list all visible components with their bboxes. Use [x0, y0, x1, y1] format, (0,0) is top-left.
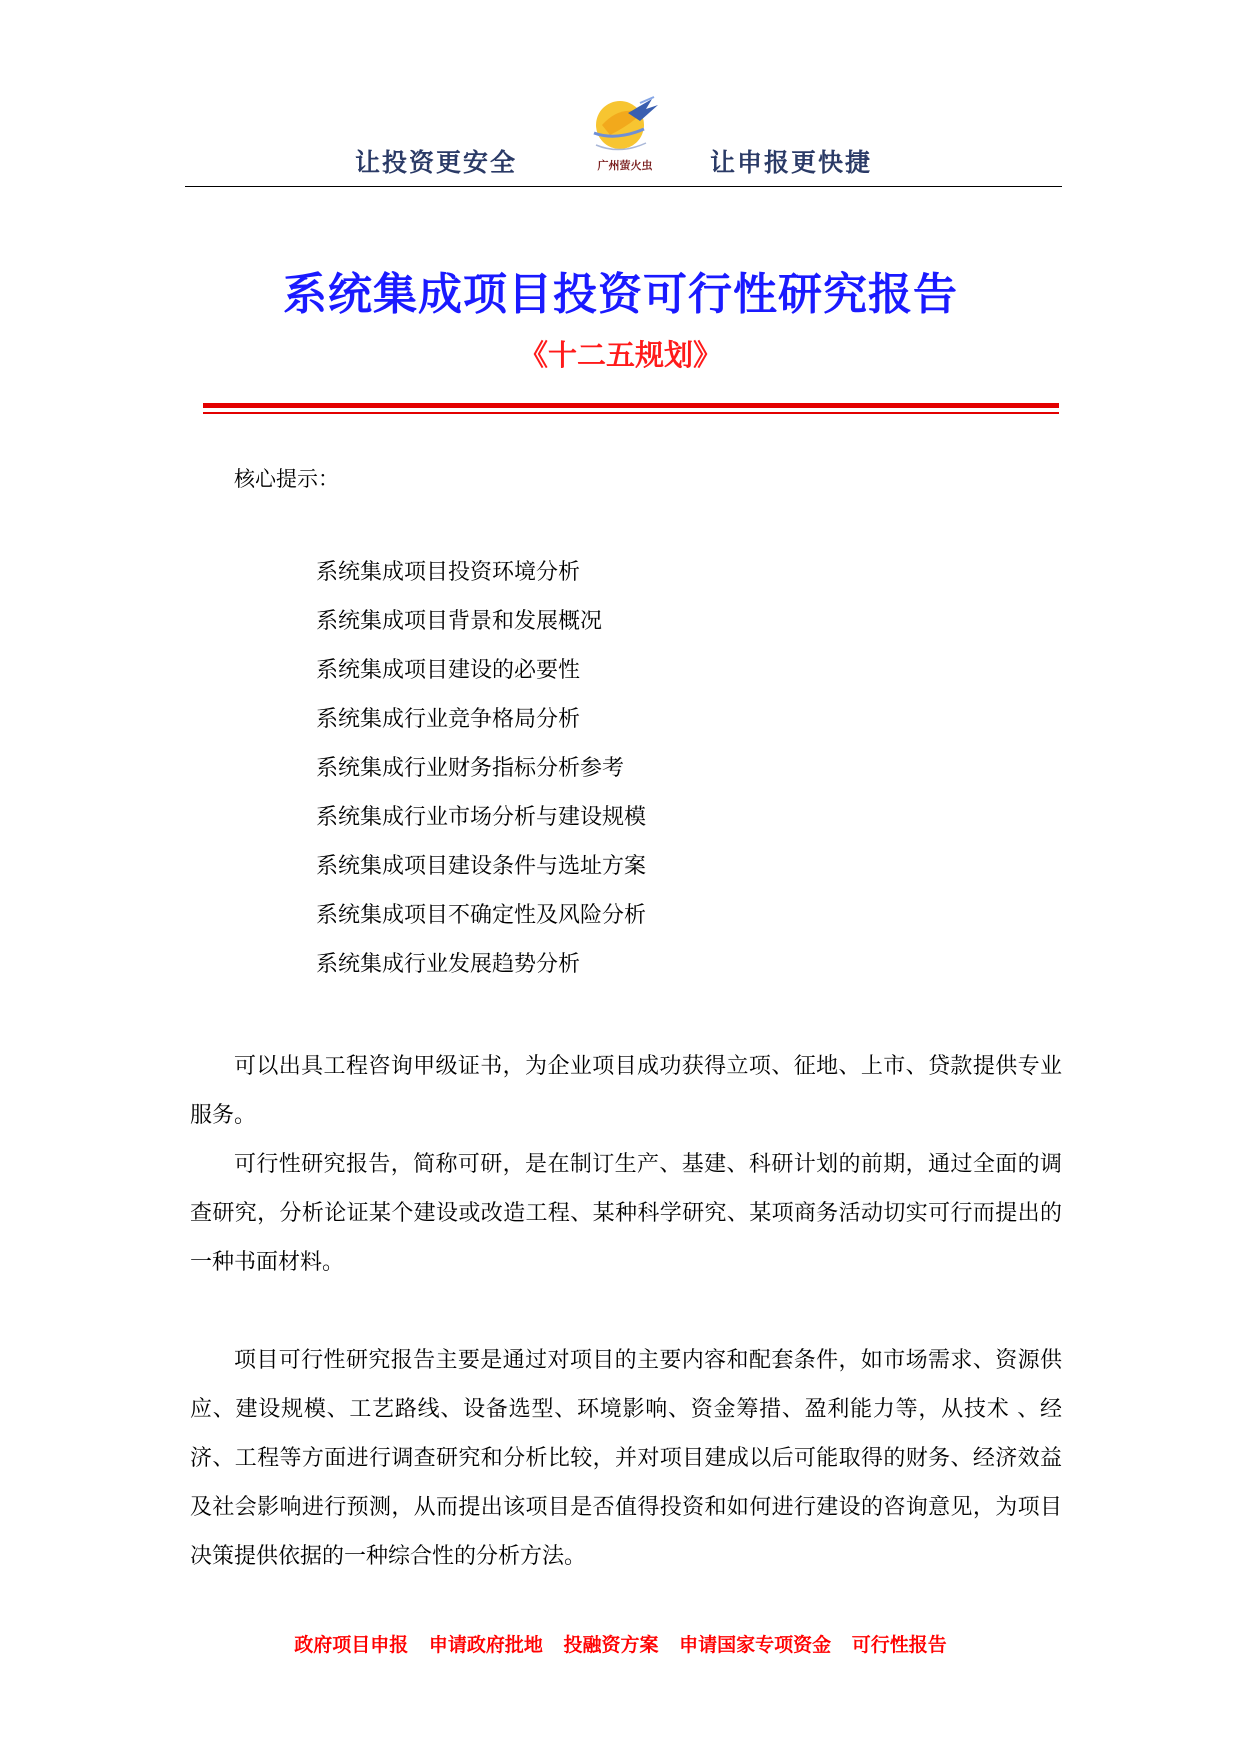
core-tip-item: 系统集成行业财务指标分析参考: [316, 756, 625, 781]
footer-links: [0, 1630, 1241, 1657]
core-tip-item: 系统集成项目建设的必要性: [316, 658, 581, 683]
title-divider-thick: [203, 403, 1059, 408]
core-tip-item: 系统集成项目不确定性及风险分析: [316, 903, 647, 928]
page-subtitle: 《十二五规划》: [518, 338, 722, 372]
core-tip-item: 系统集成行业竞争格局分析: [316, 707, 581, 732]
paragraph-certificate: 可以出具工程咨询甲级证书，为企业项目成功获得立项、征地、上市、贷款提供专业服务。: [190, 1054, 1062, 1128]
page-title: 系统集成项目投资可行性研究报告: [283, 269, 958, 320]
title-divider-thin: [203, 412, 1059, 414]
body-text: [190, 1042, 1062, 1581]
core-tip-item: 系统集成项目投资环境分析: [316, 560, 581, 585]
slogan-right: 让申报更快捷: [710, 148, 873, 177]
core-tip-item: 系统集成行业发展趋势分析: [316, 952, 581, 977]
core-tip-item: 系统集成项目背景和发展概况: [316, 609, 603, 634]
core-tip-item: 系统集成行业市场分析与建设规模: [316, 805, 647, 830]
paragraph-purpose: 项目可行性研究报告主要是通过对项目的主要内容和配套条件，如市场需求、资源供应、建设规模、工艺路线、设备选型、环境影响、资金筹措、盈利能力等，从技术 、经济、工程等方面进行调查研究和分析比较，并对项目建成以后可能取得的财务、经济效益及社会影响进行预测，从而提出该项目是否值得投资和如何进行建设的咨询意见，为项目决策提供依据的一种综合性的分析方法。: [190, 1348, 1062, 1569]
footer-link-financing[interactable]: 投融资方案: [563, 1634, 659, 1656]
footer-link-special-fund[interactable]: 申请国家专项资金: [679, 1634, 832, 1656]
firefly-logo: [580, 95, 670, 177]
core-tip-item: 系统集成项目建设条件与选址方案: [316, 854, 647, 879]
page-header: [185, 95, 1062, 188]
core-tips-label: 核心提示：: [234, 467, 339, 491]
slogan-left: 让投资更安全: [355, 148, 518, 177]
header-divider: [185, 186, 1062, 187]
footer-link-gov-project[interactable]: 政府项目申报: [294, 1634, 409, 1656]
logo-name: 广州萤火虫: [597, 159, 653, 172]
paragraph-definition: 可行性研究报告，简称可研，是在制订生产、基建、科研计划的前期，通过全面的调查研究，分析论证某个建设或改造工程、某种科学研究、某项商务活动切实可行而提出的一种书面材料。: [190, 1152, 1062, 1275]
footer-link-feasibility[interactable]: 可行性报告: [851, 1634, 947, 1656]
core-tips-list: [316, 558, 646, 999]
footer-link-land[interactable]: 申请政府批地: [428, 1634, 543, 1656]
